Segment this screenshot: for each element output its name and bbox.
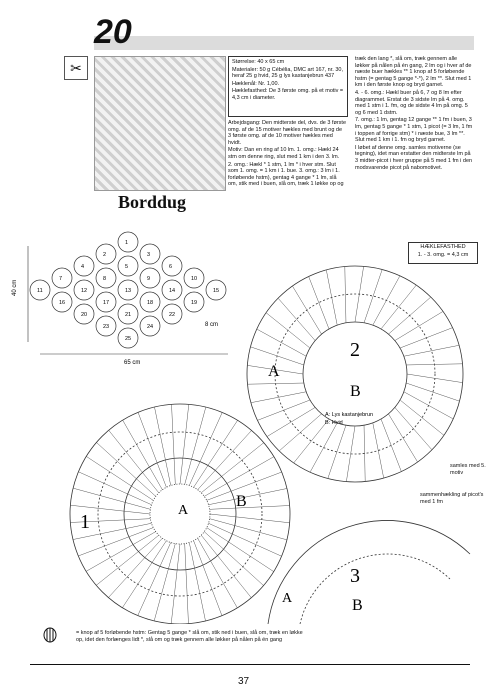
gauge-value: 1. - 3. omg. = 4,3 cm — [417, 252, 469, 258]
stitch-spoke — [326, 270, 337, 325]
join-note: samles med 5. motiv — [450, 463, 486, 476]
stitch-legend: = knop af 5 forløbende hstm: Gentag 5 gange * slå om, stik ned i buen, slå om, træk en løkke op, idet den forlænges lidt *, slå om og træk gennem alle løkker på nålen på én gang — [76, 630, 303, 643]
stitch-spoke — [309, 276, 329, 329]
schematic-motif-number: 22 — [169, 312, 176, 318]
stitch-spoke — [96, 442, 155, 496]
spec-line-2: Hæklenål: Nr. 1,00. — [232, 80, 280, 87]
stitch-spoke — [108, 538, 162, 597]
crochet-diagram — [0, 224, 498, 624]
stitch-spoke — [257, 400, 310, 420]
schematic-motif-number: 16 — [59, 300, 66, 306]
stitch-spoke — [373, 276, 400, 325]
motif-1-a: A — [178, 503, 189, 518]
stitch-spoke — [207, 528, 274, 572]
schematic-motif-number: 11 — [37, 288, 43, 294]
schematic-motif-number: 1 — [125, 240, 129, 246]
footer-rule — [30, 664, 470, 665]
schematic-motif-number: 21 — [125, 312, 132, 318]
stitch-spoke — [138, 412, 166, 487]
stitch-spoke — [328, 425, 346, 478]
stitch-spoke — [404, 392, 453, 419]
stitch-spoke — [86, 456, 153, 500]
pattern-number: 20 — [94, 13, 132, 51]
instruction-para-2: 7. omg.: 1 lm, gentag 12 gange ** 1 fm i buen, 3 lm, gentag 5 gange * 1 stm, 1 picot (= 3 lm, 1 fm i toppen af forrige stm) * i næste bue, 3 lm **. Slut med 1 km i 1. fm og bryd garnet. — [355, 117, 473, 144]
stitch-spoke — [292, 286, 321, 334]
stitch-spoke — [172, 404, 176, 484]
stitch-spoke — [381, 419, 401, 472]
stitch-spoke — [278, 298, 315, 340]
stitch-spoke — [210, 506, 290, 510]
schematic-motif-number: 2 — [103, 252, 107, 258]
schematic-motif-number: 15 — [213, 288, 220, 294]
motif-size-label: 8 cm — [205, 322, 219, 328]
motif-1-number: 1 — [80, 511, 90, 533]
assembly-schematic — [30, 232, 226, 348]
stitch-spoke — [406, 383, 459, 401]
motif-2-mid — [275, 294, 435, 454]
schematic-motif-number: 6 — [169, 264, 173, 270]
stitch-spoke — [204, 532, 263, 586]
instruction-para-1: 4. - 6. omg.: Hækl buer på 6, 7 og 8 lm efter diagrammet. Erstat de 3 sidste lm på 4. omg. med 1 stm i 1. fm, og de sidste 4 lm på omg. 5 og 6 med 1 dstm. — [355, 89, 468, 116]
schematic-motif-number: 19 — [191, 300, 198, 306]
stitch-spoke — [266, 313, 310, 348]
stitch-spoke — [180, 404, 189, 484]
stitch-spoke — [189, 543, 205, 621]
schematic-motif-number: 9 — [147, 276, 151, 282]
gauge-title: HÆKLEFASTHED — [420, 244, 466, 250]
stitch-spoke — [400, 328, 453, 348]
instruction-para-2: 2. omg.: Hækl * 1 stm, 1 lm * i hver stm. Slut som 1. omg. = 1 km i 1. bue. 3. omg.: 3 lm i 1. forløbende hstm), gentag 4 gange * 1 lm, slå om, stik med i buen, slå om, træk 1 løkke op og — [228, 161, 344, 188]
spec-line-3: Hæklefasthed: De 3 første omg. på et motiv = 4,3 cm i diameter. — [232, 88, 344, 101]
width-label: 65 cm — [124, 360, 141, 366]
picot-note: sammenhækling af picot's med 1 fm — [420, 492, 484, 505]
motif-3-b: B — [352, 597, 363, 614]
schematic-motif-number: 17 — [103, 300, 110, 306]
stitch-spoke — [257, 329, 306, 356]
schematic-motif-number: 20 — [81, 312, 88, 318]
schematic-motif-number: 4 — [81, 264, 85, 270]
motif-2-inner — [303, 322, 407, 426]
instructions-right — [355, 56, 473, 172]
schematic-motif-number: 25 — [125, 336, 132, 342]
motif-3-arc-inner — [300, 554, 450, 624]
motif-3-arc — [268, 521, 470, 624]
stitch-spoke — [404, 345, 459, 356]
schematic-motif-number: 7 — [59, 276, 63, 282]
stitch-spoke — [210, 514, 290, 523]
stitch-spoke — [154, 407, 170, 485]
schematic-motif-number: 24 — [147, 324, 154, 330]
stitch-spoke — [194, 541, 222, 616]
motif-2-number: 2 — [350, 339, 360, 361]
spec-line-0: Størrelse: 40 x 65 cm — [232, 59, 285, 65]
schematic-motif-number: 18 — [147, 300, 154, 306]
instructions-left — [228, 120, 346, 189]
instruction-para-1: Motiv: Dan en ring af 10 lm. 1. omg.: Hækl 24 stm om denne ring, slut med 1 km i den 3. lm. — [228, 147, 340, 160]
scissors-icon: ✂ — [64, 56, 88, 80]
stitch-spoke — [310, 423, 337, 472]
motif-2-a: A — [268, 363, 280, 380]
instruction-para-3: I løbet af denne omg. samles motiverne (se tegning), idet man erstatter den midterste lm på 3 midter-picot i hver gruppe på 5 med 1 fm i den modsvarende picot på nabomotivet. — [355, 144, 473, 171]
stitch-spoke — [388, 414, 417, 462]
schematic-motif-number: 3 — [147, 252, 151, 258]
schematic-motif-number: 14 — [169, 288, 176, 294]
schematic-motif-number: 23 — [103, 324, 110, 330]
schematic-motif-number: 5 — [125, 264, 129, 270]
stitch-spoke — [400, 400, 444, 435]
stitch-spoke — [267, 407, 315, 436]
stitch-spoke — [381, 285, 416, 329]
schematic-motif-number: 12 — [81, 288, 88, 294]
tablecloth-photo — [94, 56, 226, 191]
bobble-stitch-icon — [42, 627, 58, 643]
stitch-spoke — [388, 297, 430, 334]
stitch-spoke — [194, 420, 238, 487]
specs-box — [228, 56, 348, 117]
instruction-para-0: træk den lang *, slå om, træk gennem alle løkker på nålen på én gang, 2 lm og i hver af de næste buer hækles ** 1 knop af 5 forløbende hstm (= gentag 5 gange *-*), 2 lm **. Slut med 1 km i den første knop og bryd garnet. — [355, 56, 472, 89]
stitch-spoke — [171, 544, 180, 624]
instruction-para-0: Arbejdsgang: Den midterste del, dvs. de 3 første omg. af de 15 motiver hækles med brunt og de 3 første omg. af de 10 motiver hækles med hvidt. — [228, 120, 347, 146]
schematic-motif-number: 10 — [191, 276, 198, 282]
stitch-spoke — [279, 414, 321, 451]
color-key-a: A: Lys kastanjebrun — [325, 412, 374, 418]
stitch-spoke — [122, 541, 166, 608]
schematic-motif-number: 13 — [125, 288, 132, 294]
stitch-spoke — [198, 430, 252, 489]
motif-1-b: B — [236, 493, 247, 510]
motif-2-b: B — [350, 383, 361, 400]
schematic-motif-number: 8 — [103, 276, 107, 282]
stitch-spoke — [373, 423, 384, 478]
color-key-b: B: Hvid — [325, 420, 343, 426]
stitch-spoke — [395, 407, 432, 449]
stitch-spoke — [294, 419, 329, 463]
spec-line-1: Materialer: 50 g Cébélia, DMC art 167, nr. 30, heraf 25 g hvid, 25 g lys kastanjebrun 437 — [232, 66, 343, 80]
height-label: 40 cm — [12, 279, 18, 296]
stitch-spoke — [345, 266, 346, 322]
stitch-spoke — [395, 311, 443, 340]
stitch-spoke — [251, 392, 306, 403]
stitch-spoke — [364, 269, 382, 322]
stitch-spoke — [185, 544, 189, 624]
stitch-spoke — [209, 488, 287, 504]
photo-caption: Borddug — [118, 192, 187, 212]
motif-3-a: A — [282, 591, 293, 606]
page-number: 37 — [238, 676, 250, 687]
motif-3-number: 3 — [350, 565, 360, 587]
